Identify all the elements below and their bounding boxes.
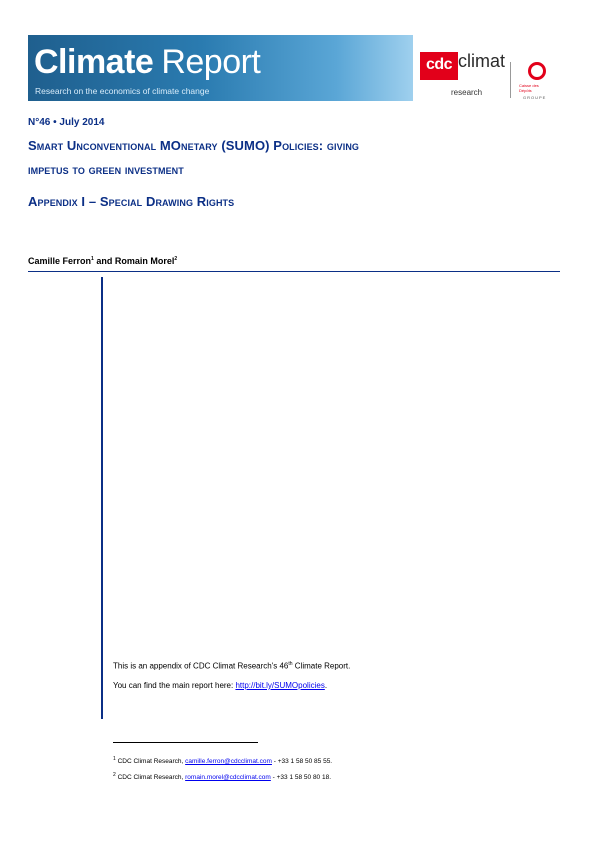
authors-connector: and <box>93 256 115 266</box>
margin-vertical-bar <box>101 277 103 719</box>
footnote-1 <box>113 756 332 765</box>
author-1-name: Camille Ferron <box>28 256 92 266</box>
climat-logo-text: climat <box>458 51 506 71</box>
header-rule <box>28 271 560 272</box>
footnote-2-number: 2 <box>113 772 116 778</box>
appendix-title: Appendix I – Special Drawing Rights <box>28 194 235 209</box>
research-logo-text: research <box>451 88 483 97</box>
footnote-2-prefix: CDC Climat Research, <box>115 774 186 782</box>
footnote-1-email-link[interactable]: camille.ferron@cdcclimat.com <box>185 758 272 766</box>
group-sub-text: GROUPE <box>523 95 547 100</box>
main-report-link[interactable]: http://bit.ly/SUMOpolicies <box>235 681 325 690</box>
footnote-1-number: 1 <box>113 756 116 762</box>
title-bold-word: Climate <box>34 43 154 81</box>
report-title-line-2: impetus to green investment <box>28 162 184 177</box>
note-1-superscript: th <box>288 661 293 667</box>
climate-report-banner <box>28 35 413 101</box>
issue-number-date: N°46 • July 2014 <box>28 117 105 128</box>
report-title-line-1: Smart Unconventional MOnetary (SUMO) Policies: giving <box>28 138 360 153</box>
footnote-2 <box>113 772 331 781</box>
appendix-note-line-1 <box>113 661 350 671</box>
caisse-depots-emblem-icon <box>528 62 546 80</box>
footnote-1-prefix: CDC Climat Research, <box>115 758 186 766</box>
authors-line <box>28 256 177 266</box>
author-2-footnote-ref[interactable]: 2 <box>174 256 178 262</box>
group-name-text: Caisse des Dépôts <box>519 83 539 93</box>
series-tagline: Research on the economics of climate change <box>35 86 210 96</box>
author-2-name: Romain Morel <box>114 256 175 266</box>
appendix-note-line-2 <box>113 681 327 690</box>
cdc-logo-block: cdc <box>420 52 458 80</box>
note-2-suffix: . <box>324 681 328 690</box>
author-1-footnote-ref[interactable]: 1 <box>91 256 94 262</box>
note-1-prefix: This is an appendix of CDC Climat Research's 46 <box>113 661 289 671</box>
note-1-suffix: Climate Report. <box>292 661 351 671</box>
note-2-prefix: You can find the main report here: <box>113 681 236 690</box>
footnote-1-phone: - +33 1 58 50 85 55. <box>271 758 333 766</box>
footnote-separator <box>113 742 258 743</box>
title-light-word: Report <box>161 43 261 81</box>
footnote-2-phone: - +33 1 58 50 80 18. <box>270 774 332 782</box>
logo-divider <box>510 62 511 98</box>
footnote-2-email-link[interactable]: romain.morel@cdcclimat.com <box>185 774 271 782</box>
report-series-title <box>34 45 260 79</box>
